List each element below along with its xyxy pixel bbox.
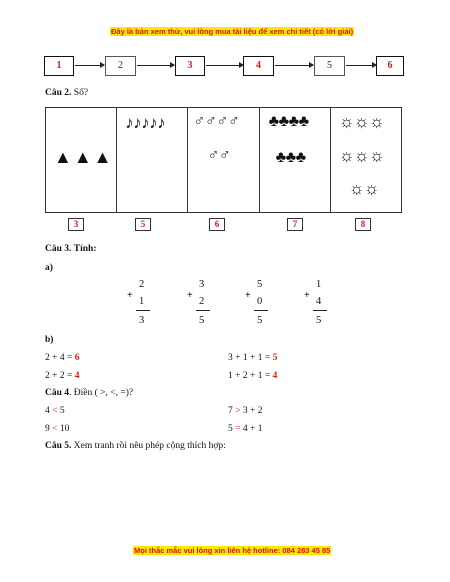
q4-compare-row xyxy=(45,424,69,434)
q4-text: . Điền ( >, <, =)? xyxy=(69,388,134,398)
triangle-icon: ▲▲▲ xyxy=(54,147,114,167)
plus-sign: + xyxy=(187,290,193,301)
chain-box-3: 3 xyxy=(175,56,205,76)
male-sign-icon: ♂♂ xyxy=(207,147,231,164)
expression: 2 + 4 = xyxy=(45,353,73,363)
footer-notice: Mọi thắc mắc vui lòng xin liên hệ hotline: 084 283 45 85 xyxy=(134,546,331,555)
q5-text: Xem tranh rồi nêu phép cộng thích hợp: xyxy=(73,441,226,451)
q3-part-a: a) xyxy=(45,263,53,273)
q2-cell-triangles xyxy=(46,108,117,212)
q3-label: Câu 3. xyxy=(45,244,72,254)
sun-icon: ☼☼☼ xyxy=(338,112,385,131)
addend-bottom: 0 xyxy=(257,296,263,307)
plus-sign: + xyxy=(127,290,133,301)
chain-box-6: 6 xyxy=(376,56,404,76)
addend-top: 2 xyxy=(139,279,145,290)
q2-heading xyxy=(45,88,88,98)
q3-part-b: b) xyxy=(45,335,54,345)
arrow-right-icon xyxy=(275,65,313,66)
addend-top: 5 xyxy=(257,279,263,290)
sum-result: 3 xyxy=(139,315,145,326)
q2-cell-male-signs xyxy=(188,108,259,212)
sun-icon: ☼☼☼ xyxy=(338,146,385,165)
addend-bottom: 4 xyxy=(316,296,322,307)
q4-compare-row xyxy=(228,406,262,416)
right-value: 10 xyxy=(59,424,70,434)
q2-text: Số? xyxy=(73,88,89,98)
q3-b-row xyxy=(45,353,79,363)
music-note-icon: ♪♪♪♪♪ xyxy=(125,113,166,132)
right-value: 5 xyxy=(59,406,65,416)
plus-sign: + xyxy=(245,290,251,301)
sum-line xyxy=(313,310,327,311)
header-notice: Đây là bản xem thử, vui lòng mua tài liệu để xem chi tiết (có lời giải) xyxy=(111,27,354,36)
addend-top: 1 xyxy=(316,279,322,290)
left-value: 9 xyxy=(45,424,50,434)
arrow-right-icon xyxy=(75,65,104,66)
left-value: 7 xyxy=(228,406,233,416)
q2-cell-clubs xyxy=(260,108,331,212)
sun-icon: ☼☼ xyxy=(348,179,379,198)
comparison-sign: > xyxy=(235,406,241,416)
left-value: 5 xyxy=(228,424,233,434)
sum-result: 5 xyxy=(316,315,322,326)
q3-b-row xyxy=(228,353,277,363)
q2-answer-box: 8 xyxy=(355,218,371,231)
arrow-right-icon xyxy=(346,65,376,66)
chain-box-4: 4 xyxy=(243,56,274,76)
q4-compare-row xyxy=(228,424,262,434)
comparison-sign: < xyxy=(52,424,58,434)
expression: 3 + 1 + 1 = xyxy=(228,353,271,363)
addend-bottom: 1 xyxy=(139,296,145,307)
comparison-sign: < xyxy=(52,406,58,416)
arrow-right-icon xyxy=(137,65,174,66)
chain-box-2: 2 xyxy=(105,56,136,76)
q3-b-row xyxy=(228,371,277,381)
q3-text: Tính: xyxy=(73,244,97,254)
arrow-right-icon xyxy=(206,65,243,66)
q3-heading xyxy=(45,244,97,254)
q5-label: Câu 5. xyxy=(45,441,72,451)
sum-line xyxy=(196,310,210,311)
answer: 6 xyxy=(74,353,80,363)
left-value: 4 xyxy=(45,406,50,416)
q2-answer-box: 5 xyxy=(135,218,151,231)
sum-result: 5 xyxy=(199,315,205,326)
q2-cell-suns xyxy=(331,108,401,212)
comparison-sign: = xyxy=(235,424,241,434)
q4-label: Câu 4 xyxy=(45,388,70,398)
plus-sign: + xyxy=(304,290,310,301)
answer: 5 xyxy=(272,353,278,363)
club-icon: ♣♣♣ xyxy=(275,149,306,166)
q4-heading xyxy=(45,388,133,398)
chain-box-5: 5 xyxy=(314,56,345,76)
right-value: 3 + 2 xyxy=(242,406,263,416)
q2-label: Câu 2. xyxy=(45,88,72,98)
q2-answer-box: 3 xyxy=(68,218,84,231)
sum-line xyxy=(136,310,150,311)
answer: 4 xyxy=(74,371,80,381)
chain-box-1: 1 xyxy=(44,56,74,76)
addend-top: 3 xyxy=(199,279,205,290)
expression: 1 + 2 + 1 = xyxy=(228,371,271,381)
q2-cell-notes xyxy=(117,108,188,212)
addend-bottom: 2 xyxy=(199,296,205,307)
sum-result: 5 xyxy=(257,315,263,326)
q3-b-row xyxy=(45,371,79,381)
q2-picture-grid xyxy=(45,107,402,213)
q4-compare-row xyxy=(45,406,65,416)
club-icon: ♣♣♣♣ xyxy=(268,113,309,130)
answer: 4 xyxy=(272,371,278,381)
q2-answer-box: 6 xyxy=(209,218,225,231)
sum-line xyxy=(254,310,268,311)
q5-heading xyxy=(45,441,226,451)
male-sign-icon: ♂♂♂♂ xyxy=(193,113,240,130)
expression: 2 + 2 = xyxy=(45,371,73,381)
right-value: 4 + 1 xyxy=(242,424,263,434)
q2-answer-box: 7 xyxy=(287,218,303,231)
